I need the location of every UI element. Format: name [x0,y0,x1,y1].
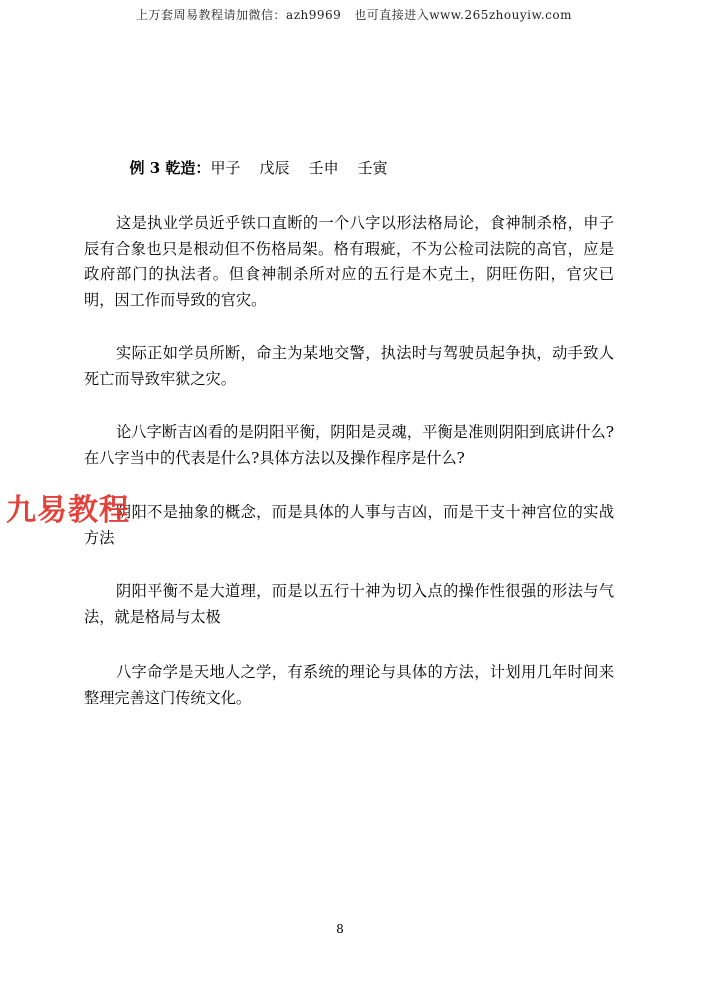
chart-title [120,139,388,178]
watermark-logo: 九易教程 [6,493,130,528]
page-number: 8 [336,922,344,936]
chart-title-pillars: 甲子 戊辰 壬申 壬寅 [210,159,388,177]
chart-title-label: 例 3 乾造： [129,159,211,177]
header-text: 上万套周易教程请加微信：azh9969 也可直接进入www.265zhouyiw.com [136,8,572,22]
paragraph-yinyang-balance: 阴阳平衡不是大道理，而是以五行十神为切入点的操作性很强的形法与气法，就是格局与太极 [84,582,614,626]
page-header [0,6,708,23]
paragraph-analysis: 这是执业学员近乎铁口直断的一个八字以形法格局论，食神制杀格，申子辰有合象也只是根动但不伤格局架。格有瑕疵，不为公检司法院的高官，应是政府部门的执法者。但食神制杀所对应的五行是木克土，阴旺伤阳，官灾已明，因工作而导致的官灾。 [84,214,614,309]
paragraph-yinyang-question: 论八字断吉凶看的是阴阳平衡，阴阳是灵魂，平衡是准则阴阳到底讲什么?在八字当中的代表是什么?具体方法以及操作程序是什么? [84,423,614,467]
paragraph-outcome: 实际正如学员所断，命主为某地交警，执法时与驾驶员起争执，动手致人死亡而导致牢狱之灾。 [84,344,614,388]
paragraph-bazi-study: 八字命学是天地人之学，有系统的理论与具体的方法，计划用几年时间来整理完善这门传统文化。 [84,663,614,707]
paragraph-yinyang-concept: 阴阳不是抽象的概念，而是具体的人事与吉凶，而是干支十神宫位的实战方法 [84,503,614,547]
